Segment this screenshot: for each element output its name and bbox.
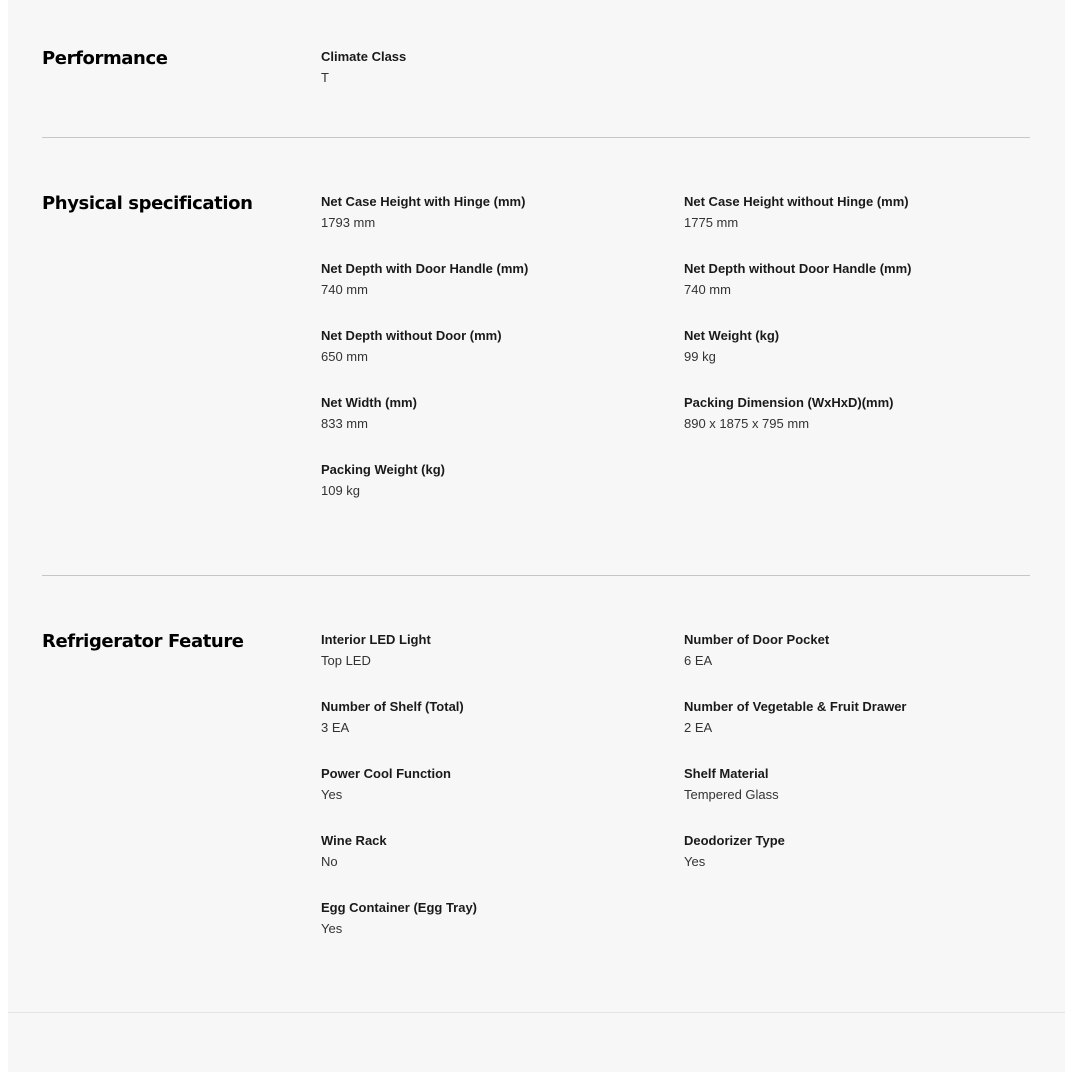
- spec-label: Climate Class: [321, 49, 407, 64]
- spec-item-net-case-height-without-hinge: [684, 193, 1030, 231]
- spec-label: Number of Door Pocket: [684, 632, 830, 647]
- spec-value: Yes: [321, 921, 343, 936]
- spec-item-shelf-material: [684, 765, 1030, 803]
- spec-value: 740 mm: [684, 282, 731, 297]
- spec-label: Wine Rack: [321, 833, 387, 848]
- spec-label: Egg Container (Egg Tray): [321, 900, 478, 915]
- spec-label: Deodorizer Type: [684, 833, 785, 848]
- spec-item-wine-rack: [321, 832, 684, 870]
- spec-value: Yes: [321, 787, 343, 802]
- spec-item-packing-dimension: [684, 394, 1030, 432]
- spec-value: Yes: [684, 854, 706, 869]
- spec-panel: [8, 0, 1065, 1072]
- section-title: Performance: [42, 48, 168, 69]
- spec-list: [321, 48, 1030, 86]
- spec-item-deodorizer-type: [684, 832, 1030, 870]
- spec-item-vegetable-fruit-drawer: [684, 698, 1030, 736]
- spec-list: [321, 631, 1030, 937]
- bottom-divider: [8, 1012, 1065, 1013]
- spec-item-packing-weight: [321, 461, 684, 499]
- spec-item-number-of-door-pocket: [684, 631, 1030, 669]
- spec-value: 109 kg: [321, 483, 361, 498]
- spec-item-net-depth-without-door-handle: [684, 260, 1030, 298]
- spec-label: Interior LED Light: [321, 632, 431, 647]
- spec-label: Net Weight (kg): [684, 328, 780, 343]
- spec-list: [321, 193, 1030, 499]
- spec-label: Number of Vegetable & Fruit Drawer: [684, 699, 907, 714]
- spec-value: 6 EA: [684, 653, 713, 668]
- spec-item-net-case-height-with-hinge: [321, 193, 684, 231]
- section-divider: [42, 575, 1030, 576]
- spec-item-net-depth-with-door-handle: [321, 260, 684, 298]
- spec-value: 1775 mm: [684, 215, 739, 230]
- spec-item-egg-container: [321, 899, 684, 937]
- spec-label: Packing Weight (kg): [321, 462, 445, 477]
- spec-item-net-weight: [684, 327, 1030, 365]
- spec-value: T: [321, 70, 329, 85]
- spec-value: 740 mm: [321, 282, 368, 297]
- spec-value: Tempered Glass: [684, 787, 779, 802]
- spec-label: Net Width (mm): [321, 395, 417, 410]
- spec-label: Number of Shelf (Total): [321, 699, 464, 714]
- spec-label: Packing Dimension (WxHxD)(mm): [684, 395, 894, 410]
- spec-label: Net Depth without Door (mm): [321, 328, 502, 343]
- spec-value: 3 EA: [321, 720, 350, 735]
- spec-value: 833 mm: [321, 416, 368, 431]
- spec-value: 1793 mm: [321, 215, 376, 230]
- section-divider: [42, 137, 1030, 138]
- spec-label: Net Case Height with Hinge (mm): [321, 194, 526, 209]
- spec-label: Net Depth with Door Handle (mm): [321, 261, 529, 276]
- spec-value: No: [321, 854, 338, 869]
- spec-value: 890 x 1875 x 795 mm: [684, 416, 810, 431]
- section-title: Refrigerator Feature: [42, 631, 244, 652]
- spec-item-number-of-shelf: [321, 698, 684, 736]
- spec-item-net-width: [321, 394, 684, 432]
- spec-value: 2 EA: [684, 720, 713, 735]
- spec-item-climate-class: [321, 48, 684, 86]
- spec-label: Net Depth without Door Handle (mm): [684, 261, 912, 276]
- spec-value: Top LED: [321, 653, 371, 668]
- spec-label: Power Cool Function: [321, 766, 451, 781]
- spec-item-interior-led-light: [321, 631, 684, 669]
- spec-value: 650 mm: [321, 349, 368, 364]
- spec-label: Net Case Height without Hinge (mm): [684, 194, 909, 209]
- section-title: Physical specification: [42, 193, 253, 214]
- spec-item-power-cool-function: [321, 765, 684, 803]
- spec-item-net-depth-without-door: [321, 327, 684, 365]
- spec-value: 99 kg: [684, 349, 716, 364]
- spec-label: Shelf Material: [684, 766, 769, 781]
